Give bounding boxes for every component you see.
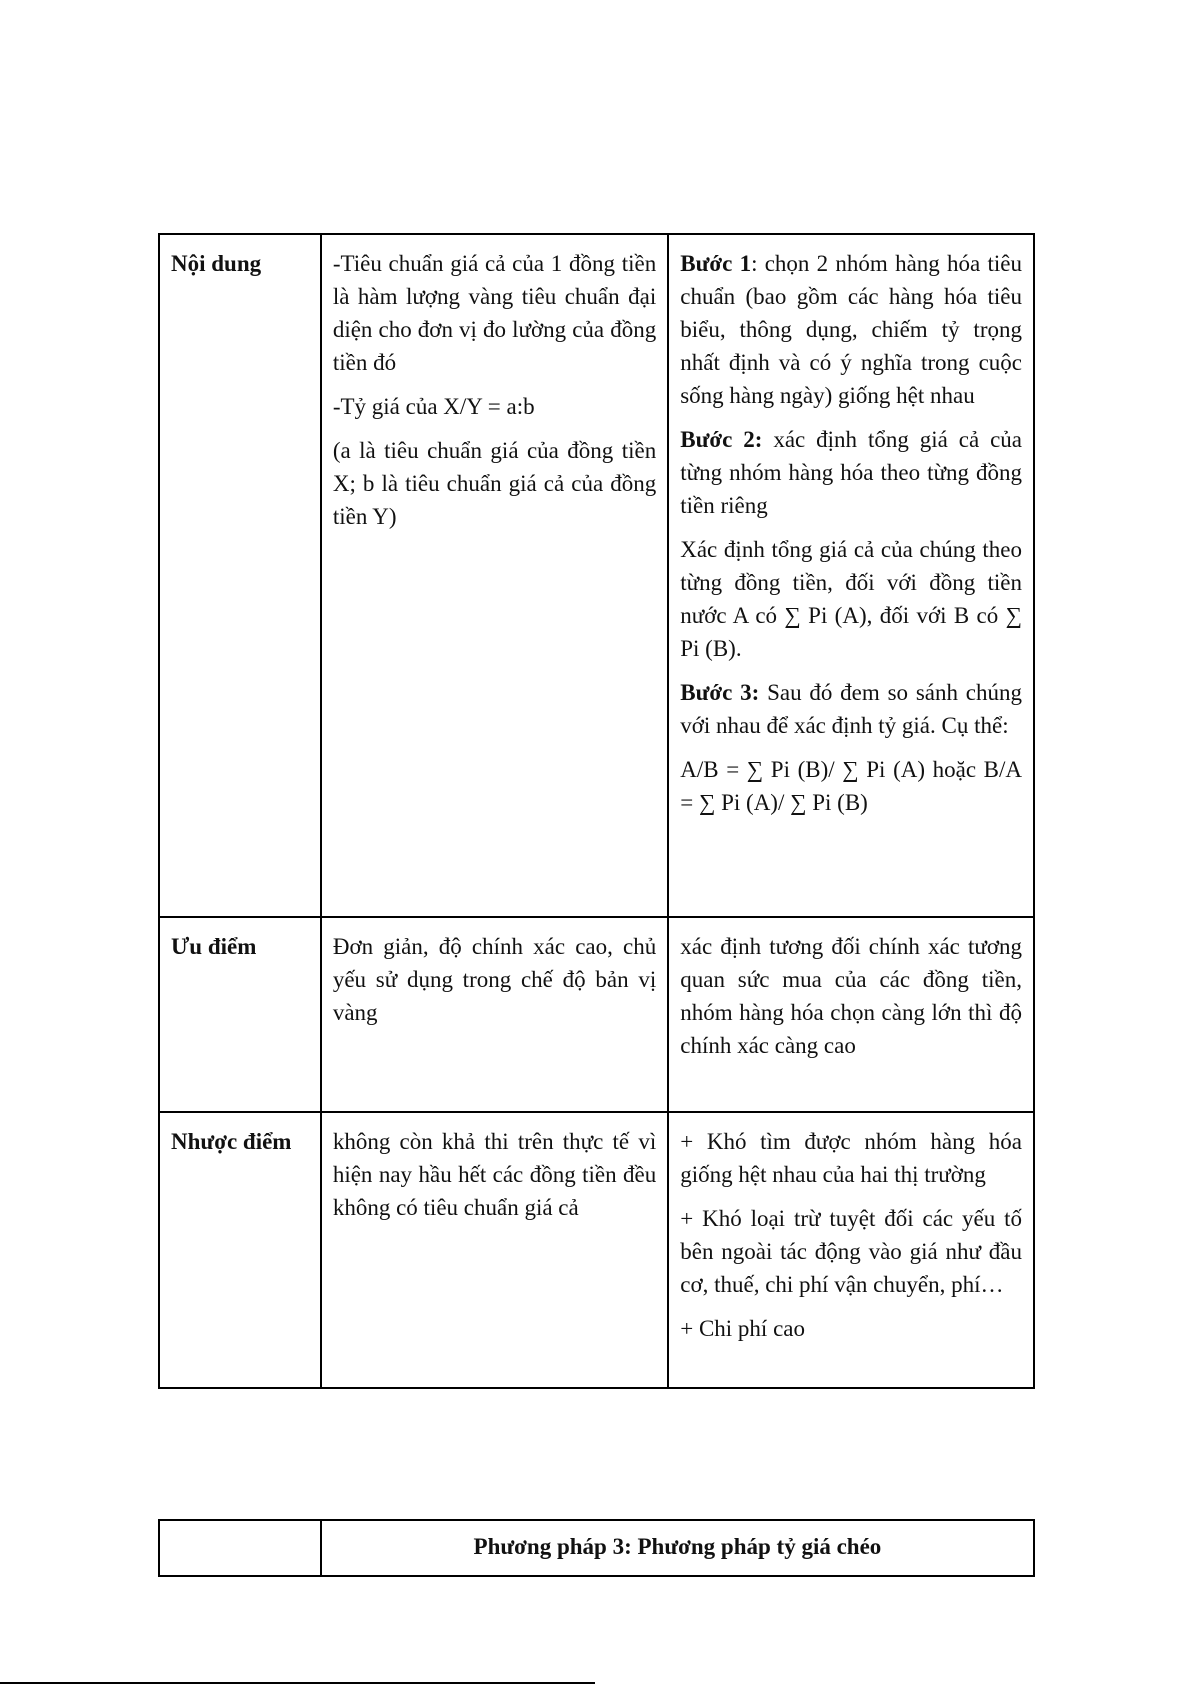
empty-label-cell [159, 1520, 321, 1576]
cell-paragraph [680, 247, 1022, 412]
method-3-title: Phương pháp 3: Phương pháp tỷ giá chéo [321, 1520, 1034, 1576]
comparison-table [158, 233, 1035, 1389]
gold-standard-method-cell [321, 234, 668, 917]
cell-paragraph: Đơn giản, độ chính xác cao, chủ yếu sử dụng trong chế độ bản vị vàng [332, 934, 657, 1025]
cell-paragraph [680, 1202, 1022, 1301]
step-label: Bước 1 [680, 251, 752, 276]
step-text: + Chi phí cao [680, 1316, 805, 1341]
step-label: Bước 2: [680, 427, 763, 452]
step-text: Xác định tổng giá cả của chúng theo từng đồng tiền, đối với đồng tiền nước A có ∑ Pi (A), đối với B có ∑ Pi (B). [680, 537, 1022, 661]
step-text: Sau đó đem so sánh chúng với nhau để xác định tỷ giá. Cụ thể: [680, 680, 1022, 738]
cell-paragraph [680, 676, 1022, 742]
step-label: Bước 3: [680, 680, 760, 705]
method-3-header-row [159, 1520, 1034, 1576]
ppp-method-cell [668, 1112, 1034, 1388]
cell-paragraph [680, 533, 1022, 665]
cell-paragraph [680, 1312, 1022, 1345]
gold-standard-method-cell [321, 1112, 668, 1388]
step-text: : chọn 2 nhóm hàng hóa tiêu chuẩn (bao gồm các hàng hóa tiêu biểu, thông dụng, chiếm tỷ trọng nhất định và có ý nghĩa trong cuộc sống hàng ngày) giống hệt nhau [680, 251, 1022, 408]
row-label: Ưu điểm [159, 917, 321, 1112]
step-text: + Khó loại trừ tuyệt đối các yếu tố bên ngoài tác động vào giá như đầu cơ, thuế, chi phí vận chuyển, phí… [680, 1206, 1022, 1297]
step-text: A/B = ∑ Pi (B)/ ∑ Pi (A) hoặc B/A = ∑ Pi (A)/ ∑ Pi (B) [680, 757, 1022, 815]
ppp-method-cell [668, 234, 1034, 917]
cell-paragraph [680, 1125, 1022, 1191]
row-content [159, 234, 1034, 917]
cell-paragraph [680, 753, 1022, 819]
step-text: xác định tương đối chính xác tương quan sức mua của các đồng tiền, nhóm hàng hóa chọn càng lớn thì độ chính xác càng cao [680, 934, 1022, 1058]
cell-paragraph: -Tiêu chuẩn giá cả của 1 đồng tiền là hàm lượng vàng tiêu chuẩn đại diện cho đơn vị đo lường của đồng tiền đó [332, 251, 657, 375]
cell-paragraph: không còn khả thi trên thực tế vì hiện nay hầu hết các đồng tiền đều không có tiêu chuẩn giá cả [332, 1129, 657, 1220]
row-disadvantages [159, 1112, 1034, 1388]
cell-paragraph [680, 930, 1022, 1062]
step-text: xác định tổng giá cả của từng nhóm hàng hóa theo từng đồng tiền riêng [680, 427, 1023, 518]
cell-paragraph: (a là tiêu chuẩn giá của đồng tiền X; b là tiêu chuẩn giá cả của đồng tiền Y) [332, 438, 657, 529]
step-text: + Khó tìm được nhóm hàng hóa giống hệt nhau của hai thị trường [680, 1129, 1022, 1187]
cell-paragraph [680, 423, 1022, 522]
footnote-separator [0, 1682, 595, 1684]
ppp-method-cell [668, 917, 1034, 1112]
cell-paragraph: -Tỷ giá của X/Y = a:b [332, 394, 535, 419]
row-advantages [159, 917, 1034, 1112]
gold-standard-method-cell [321, 917, 668, 1112]
row-label: Nội dung [159, 234, 321, 917]
row-label: Nhược điểm [159, 1112, 321, 1388]
method-3-table [158, 1519, 1035, 1577]
